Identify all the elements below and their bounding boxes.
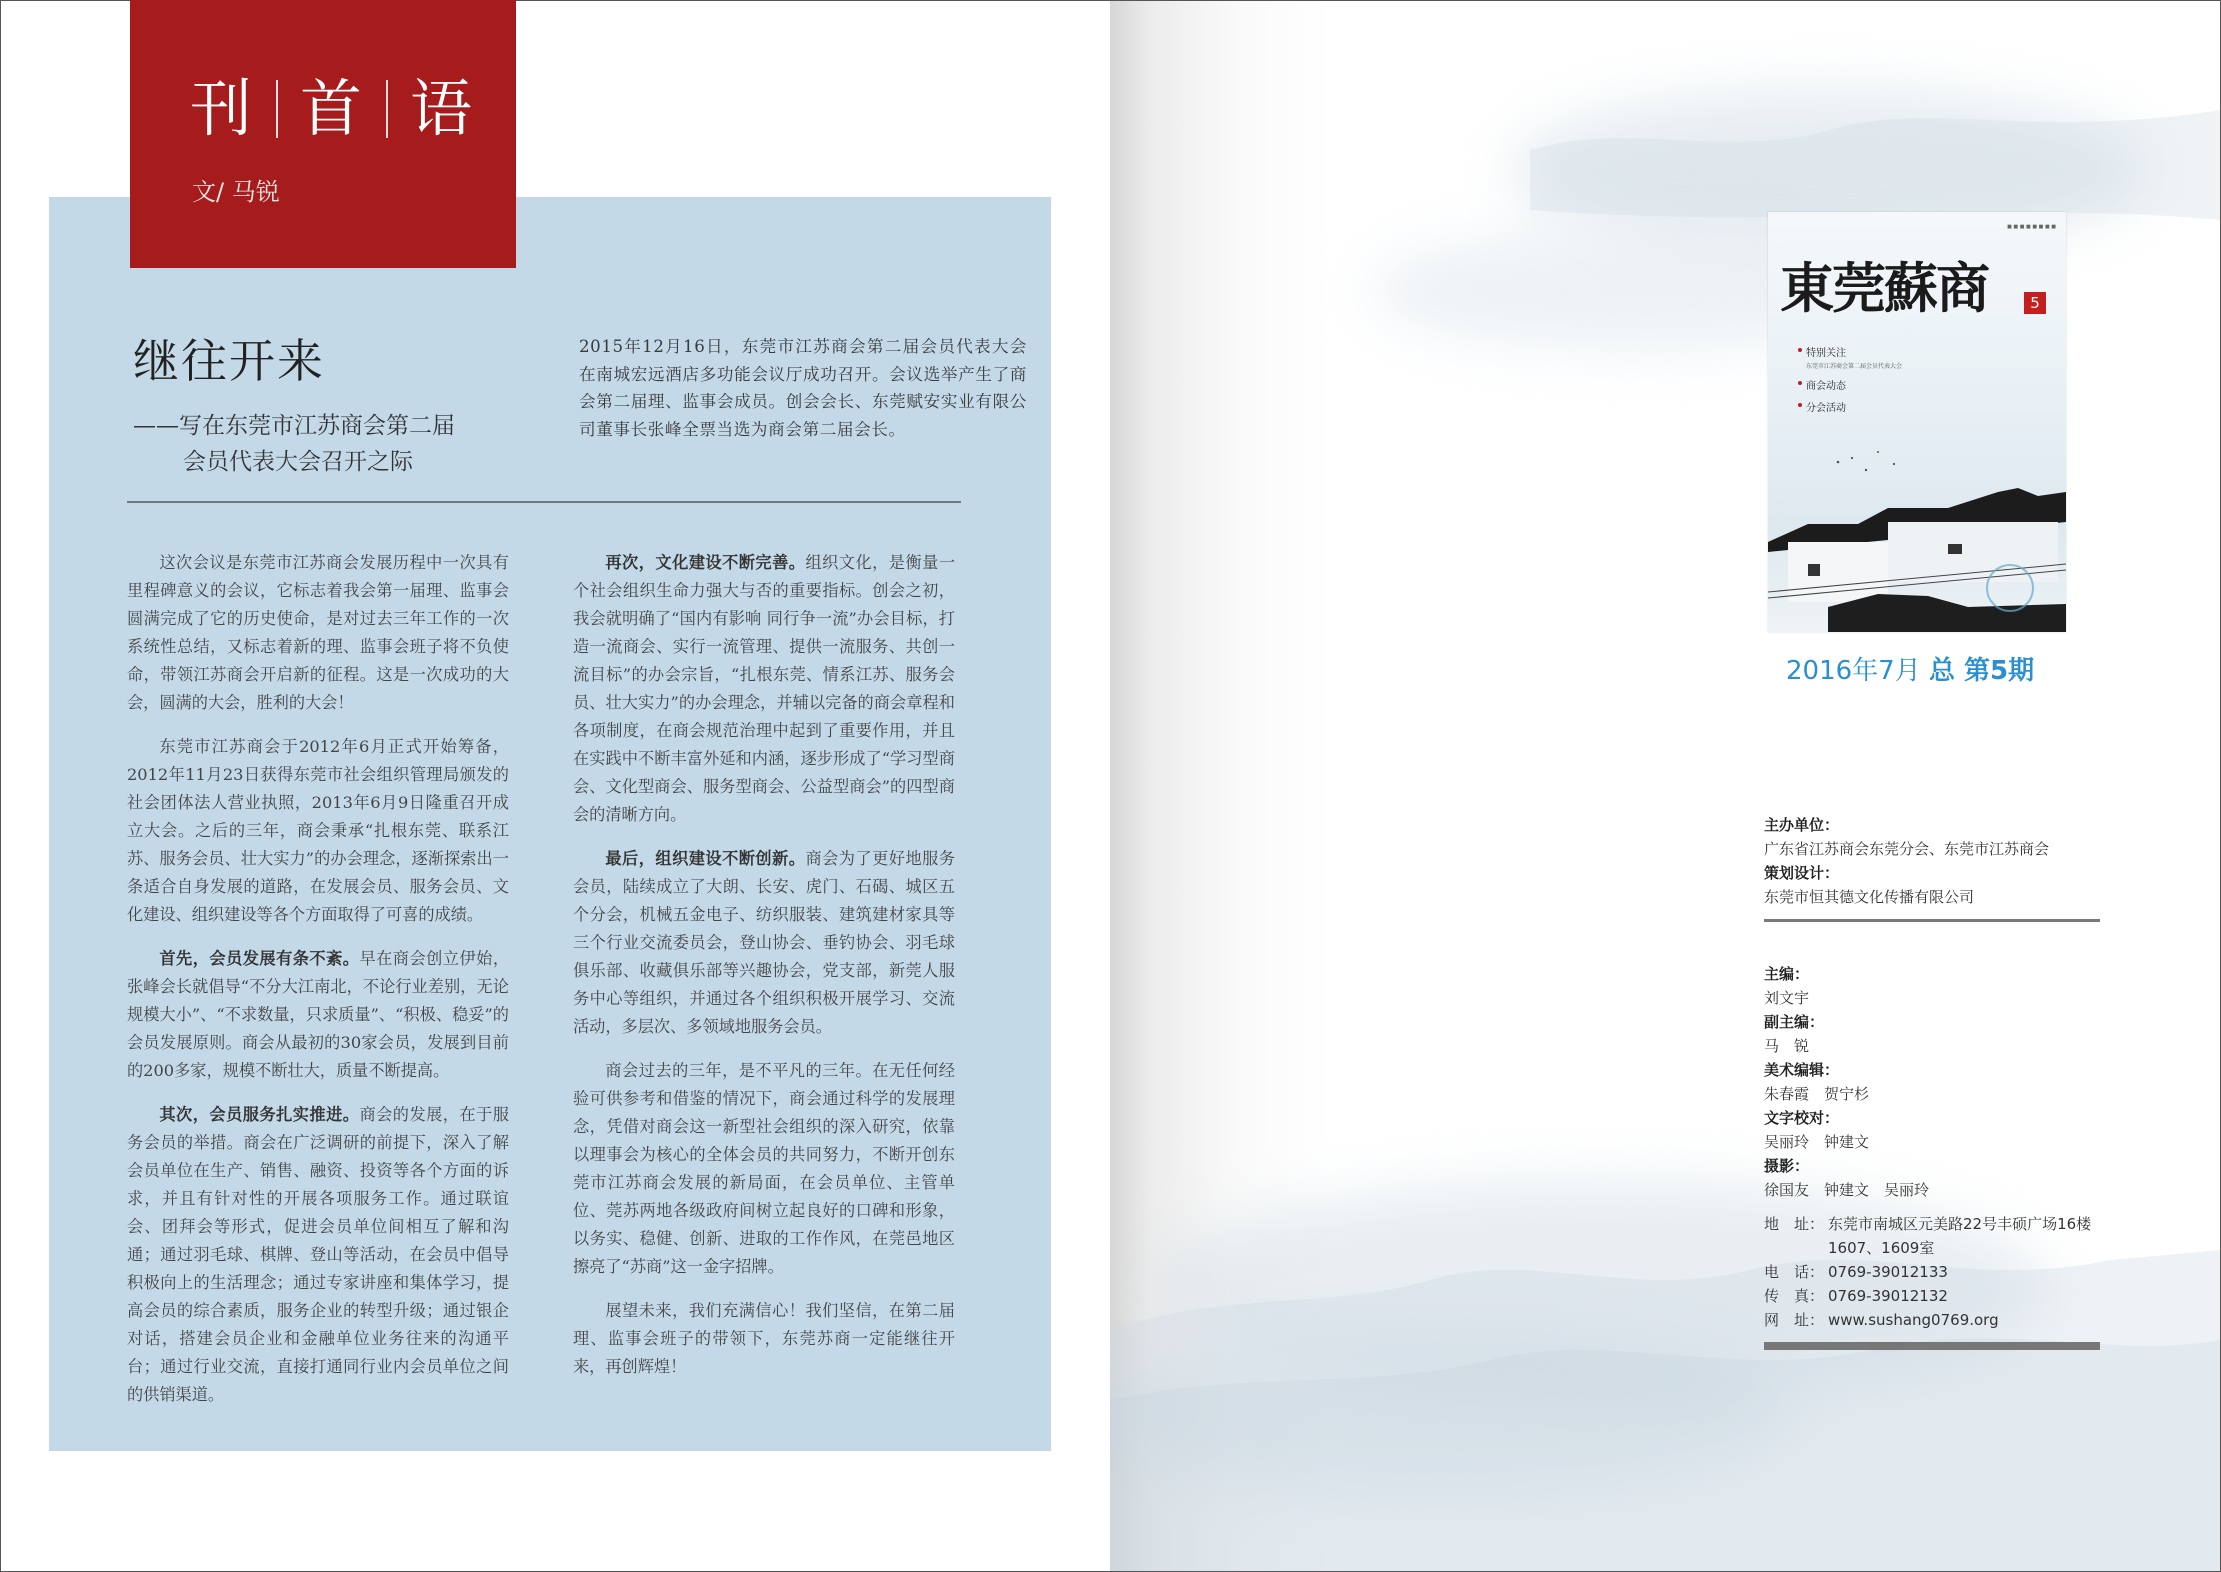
section-title [190, 72, 496, 145]
contact-phone: 电 话： 0769-39012133 [1764, 1263, 1948, 1281]
design-value: 东莞市恒其德文化传播有限公司 [1764, 888, 1975, 906]
contact-website: 网 址： www.sushang0769.org [1764, 1311, 1999, 1329]
article-paragraph: 这次会议是东莞市江苏商会发展历程中一次具有里程碑意义的会议，它标志着我会第一届理、监事会圆满完成了它的历史使命，是对过去三年工作的一次系统性总结，又标志着新的理、监事会班子将不负使命，带领江苏商会开启新的征程。这是一次成功的大会，圆满的大会，胜利的大会！ [127, 553, 509, 712]
paragraph-lead: 首先，会员发展有条不紊。 [159, 949, 360, 968]
cover-stamp-icon [1986, 564, 2034, 612]
section-title-char: 语 [410, 72, 475, 145]
photography-value: 徐国友 钟建文 吴丽玲 [1764, 1181, 1930, 1199]
article-panel [49, 197, 1051, 1451]
editor-value: 刘文宇 [1764, 989, 1810, 1007]
article-paragraph: 商会过去的三年，是不平凡的三年。在无任何经验可供参考和借鉴的情况下，商会通过科学的发展理念，凭借对商会这一新型社会组织的深入研究，依靠以理事会为核心的全体会员的共同努力，不断开创东莞市江苏商会发展的新局面，在会员单位、主管单位、莞苏两地各级政府间树立起良好的口碑和形象，以务实、稳健、创新、进取的工作作风，在莞邑地区擦亮了“苏商”这一金字招牌。 [573, 1061, 955, 1276]
right-page [1110, 0, 2221, 1572]
paragraph-lead: 再次，文化建设不断完善。 [605, 553, 806, 572]
cover-issue-badge: 5 [2024, 292, 2046, 314]
art-editor-label: 美术编辑： [1764, 1061, 1840, 1079]
design-label: 策划设计： [1764, 864, 1840, 882]
cover-contents-item: 特别关注 东莞市江苏商会第二届会员代表大会 [1798, 344, 1902, 370]
cover-contents-item: 商会动态 [1798, 377, 1902, 392]
issue-total: 总 第5期 [1928, 656, 2035, 686]
magazine-cover [1768, 212, 2066, 632]
paragraph-lead: 其次，会员服务扎实推进。 [159, 1105, 360, 1124]
deputy-editor-value: 马 锐 [1764, 1037, 1810, 1055]
article-paragraph: 再次，文化建设不断完善。组织文化，是衡量一个社会组织生命力强大与否的重要指标。创会之初，我会就明确了“国内有影响 同行争一流”办会目标，打造一流商会、实行一流管理、提供一流服务、共创一流目标”的办会宗旨，“扎根东莞、情系江苏、服务会员、壮大实力”的办会理念，并辅以完备的商会章程和各项制度，在商会规范治理中起到了重要作用，并且在实践中不断丰富外延和内涵，逐步形成了“学习型商会、文化型商会、服务型商会、公益型商会”的四型商会的清晰方向。 [573, 553, 956, 824]
title-divider [127, 501, 961, 503]
article-title: 继往开来 [133, 334, 325, 388]
article-column-1 [127, 549, 509, 1425]
contact-address: 地 址： 东莞市南城区元美路22号丰硕广场16楼1607、1609室 [1764, 1215, 2092, 1257]
article-paragraph: 东莞市江苏商会于2012年6月正式开始筹备，2012年11月23日获得东莞市社会组织管理局颁发的社会团体法人营业执照，2013年6月9日隆重召开成立大会。之后的三年，商会秉承“扎根东莞、联系江苏、服务会员、壮大实力”的办会理念，逐渐探索出一条适合自身发展的道路，在发展会员、服务会员、文化建设、组织建设等各个方面取得了可喜的成绩。 [127, 737, 509, 924]
section-header-block [130, 0, 516, 268]
issue-date: 2016年7月 [1786, 656, 1921, 686]
article-paragraph: 其次，会员服务扎实推进。商会的发展，在于服务会员的举措。商会在广泛调研的前提下，深入了解会员单位在生产、销售、融资、投资等各个方面的诉求，并且有针对性的开展各项服务工作。通过联谊会、团拜会等形式，促进会员单位间相互了解和沟通；通过羽毛球、棋牌、登山等活动，在会员中倡导积极向上的生活理念；通过专家讲座和集体学习，提高会员的综合素质，服务企业的转型升级；通过银企对话，搭建会员企业和金融单位业务往来的沟通平台；通过行业交流，直接打通同行业内会员单位之间的供销渠道。 [127, 1105, 510, 1404]
article-paragraph: 展望未来，我们充满信心！我们坚信，在第二届理、监事会班子的带领下，东莞苏商一定能继往开来，再创辉煌！ [573, 1301, 955, 1376]
paragraph-lead: 最后，组织建设不断创新。 [605, 849, 806, 868]
editor-label: 主编： [1764, 965, 1810, 983]
section-title-char: 首 [300, 72, 365, 145]
article-subtitle-line-1: ——写在东莞市江苏商会第二届 [133, 413, 455, 439]
art-editor-value: 朱春霞 贺宁杉 [1764, 1085, 1870, 1103]
issue-info [1786, 650, 2034, 687]
proofreader-label: 文字校对： [1764, 1109, 1840, 1127]
contact-fax: 传 真： 0769-39012132 [1764, 1287, 1948, 1305]
cover-contents-item: 分会活动 [1798, 399, 1902, 414]
article-column-2 [573, 549, 955, 1397]
proofreader-value: 吴丽玲 钟建文 [1764, 1133, 1870, 1151]
left-page [0, 0, 1110, 1572]
cover-publisher-line: ■ ■ ■ ■ ■ ■ ■ ■ [2007, 224, 2056, 230]
article-subtitle-line-2: 会员代表大会召开之际 [183, 449, 413, 475]
article-paragraph: 首先，会员发展有条不紊。早在商会创立伊始，张峰会长就倡导“不分大江南北，不论行业差别，无论规模大小”、“不求数量，只求质量”、“积极、稳妥”的会员发展原则。商会从最初的30家会员，发展到目前的200多家，规模不断壮大，质量不断提高。 [127, 949, 510, 1080]
host-value: 广东省江苏商会东莞分会、东莞市江苏商会 [1764, 840, 2050, 858]
masthead-credits [1764, 813, 2100, 1350]
contact-divider [1764, 1342, 2100, 1350]
deputy-editor-label: 副主编： [1764, 1013, 1825, 1031]
author-byline: 文/ 马锐 [192, 178, 280, 206]
section-title-char: 刊 [190, 72, 255, 145]
article-intro: 2015年12月16日，东莞市江苏商会第二届会员代表大会在南城宏远酒店多功能会议厅成功召开。会议选举产生了商会第二届理、监事会成员。创会会长、东莞赋安实业有限公司董事长张峰全票当选为商会第二届会长。 [579, 337, 1027, 439]
photography-label: 摄影： [1764, 1157, 1810, 1175]
article-paragraph: 最后，组织建设不断创新。商会为了更好地服务会员，陆续成立了大朗、长安、虎门、石碣、城区五个分会，机械五金电子、纺织服装、建筑建材家具等三个行业交流委员会，登山协会、垂钓协会、羽毛球俱乐部、收藏俱乐部等兴趣协会，党支部，新莞人服务中心等组织，并通过各个组织积极开展学习、交流活动，多层次、多领域地服务会员。 [573, 849, 956, 1036]
host-label: 主办单位： [1764, 816, 1840, 834]
cover-masthead: 東莞蘇商 [1780, 256, 1988, 320]
